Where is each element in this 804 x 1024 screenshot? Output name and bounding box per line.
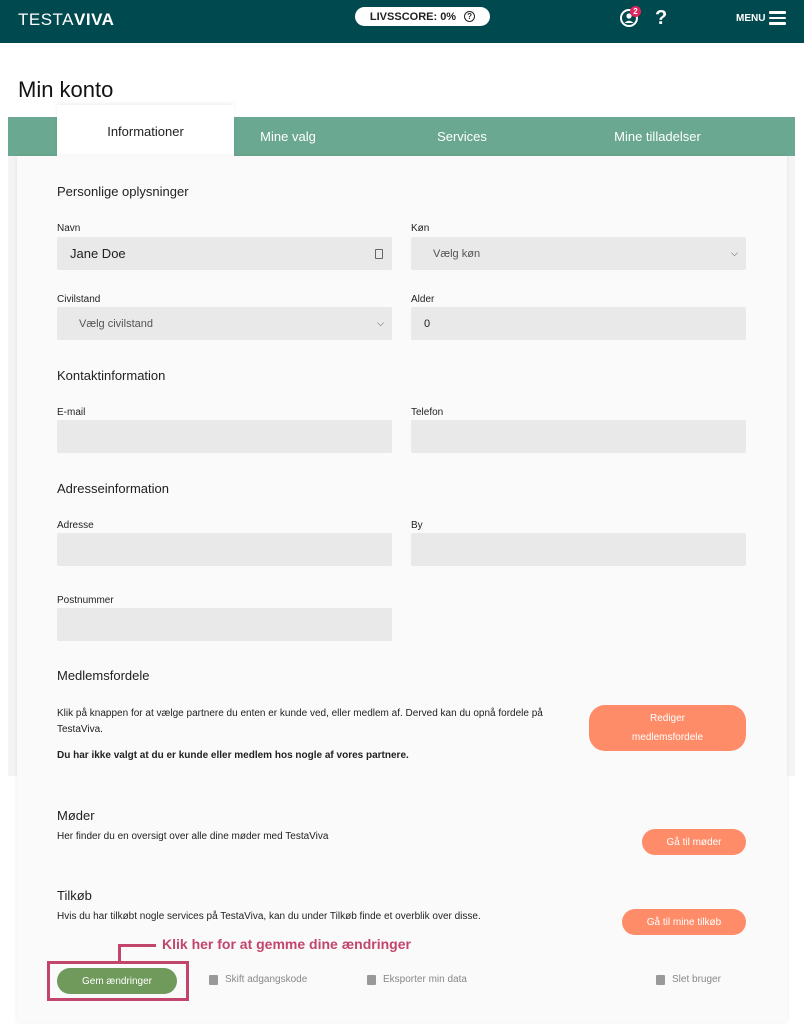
menu-label[interactable]: MENU	[736, 13, 766, 24]
life-score-pill[interactable]	[355, 7, 490, 26]
top-bar	[0, 0, 804, 43]
save-changes-button[interactable]: Gem ændringer	[57, 968, 177, 994]
civil-status-select[interactable]	[57, 307, 392, 340]
edit-benefits-button[interactable]: Rediger medlemsfordele	[589, 705, 746, 751]
age-value: 0	[424, 317, 431, 330]
age-label: Alder	[411, 294, 435, 305]
file-export-icon	[367, 975, 376, 985]
tab-mine-valg[interactable]: Mine valg	[260, 129, 316, 144]
help-icon[interactable]: ?	[655, 7, 668, 29]
gender-label: Køn	[411, 223, 430, 234]
chevron-down-icon: ⌵	[377, 318, 384, 328]
logo[interactable]: TESTAVIVA	[18, 10, 115, 29]
city-label: By	[411, 520, 423, 531]
account-card	[17, 156, 787, 1022]
tab-services[interactable]: Services	[437, 129, 487, 144]
tab-mine-tilladelser[interactable]: Mine tilladelser	[614, 129, 701, 144]
email-label: E-mail	[57, 407, 86, 418]
zip-field[interactable]	[57, 608, 392, 641]
benefits-notice: Du har ikke valgt at du er kunde eller medlem hos nogle af vores partnere.	[57, 750, 409, 761]
lock-icon	[209, 975, 218, 985]
section-title-meetings: Møder	[57, 808, 95, 823]
civil-status-value: Vælg civilstand	[79, 317, 153, 330]
zip-label: Postnummer	[57, 595, 114, 606]
section-title-address: Adresseinformation	[57, 481, 169, 496]
phone-label: Telefon	[411, 407, 444, 418]
purchases-description: Hvis du har tilkøbt nogle services på TestaViva, kan du under Tilkøb finde et overblik over disse.	[57, 911, 481, 922]
name-value: Jane Doe	[70, 246, 126, 261]
gender-select[interactable]	[411, 237, 746, 270]
email-field[interactable]	[57, 420, 392, 453]
annotation-text: Klik her for at gemme dine ændringer	[162, 936, 411, 952]
civil-status-label: Civilstand	[57, 294, 101, 305]
section-title-contact: Kontaktinformation	[57, 368, 166, 383]
go-to-meetings-button[interactable]: Gå til møder	[642, 829, 746, 855]
tab-informationer[interactable]: Informationer	[57, 105, 234, 157]
gender-value: Vælg køn	[433, 247, 481, 260]
address-label: Adresse	[57, 520, 94, 531]
chevron-down-icon: ⌵	[731, 248, 738, 258]
go-to-purchases-button[interactable]: Gå til mine tilkøb	[622, 909, 746, 935]
help-circle-icon[interactable]: ?	[464, 11, 475, 22]
address-field[interactable]	[57, 533, 392, 566]
age-field[interactable]	[411, 307, 746, 340]
section-title-purchases: Tilkøb	[57, 888, 92, 903]
delete-user-link[interactable]: Slet bruger	[656, 974, 721, 985]
name-label: Navn	[57, 223, 81, 234]
section-title-benefits: Medlemsfordele	[57, 668, 150, 683]
life-score-label: LIVSSCORE: 0%	[369, 10, 457, 23]
trash-icon	[656, 975, 665, 985]
name-field[interactable]	[57, 237, 392, 270]
contact-card-icon	[375, 249, 383, 259]
meetings-description: Her finder du en oversigt over alle dine møder med TestaViva	[57, 831, 329, 842]
phone-field[interactable]	[411, 420, 746, 453]
benefits-description: Klik på knappen for at vælge partnere du enten er kunde ved, eller medlem af. Derved kan du opnå fordele på TestaViva.	[57, 708, 543, 735]
notification-badge: 2	[630, 6, 641, 17]
section-title-personal: Personlige oplysninger	[57, 184, 189, 199]
hamburger-menu-icon[interactable]	[769, 11, 786, 25]
change-password-link[interactable]: Skift adgangskode	[209, 974, 307, 985]
export-data-link[interactable]: Eksporter min data	[367, 974, 467, 985]
city-field[interactable]	[411, 533, 746, 566]
annotation-line	[118, 944, 121, 962]
notification-button[interactable]	[620, 9, 640, 29]
page-title: Min konto	[18, 77, 114, 102]
annotation-line	[118, 944, 156, 947]
